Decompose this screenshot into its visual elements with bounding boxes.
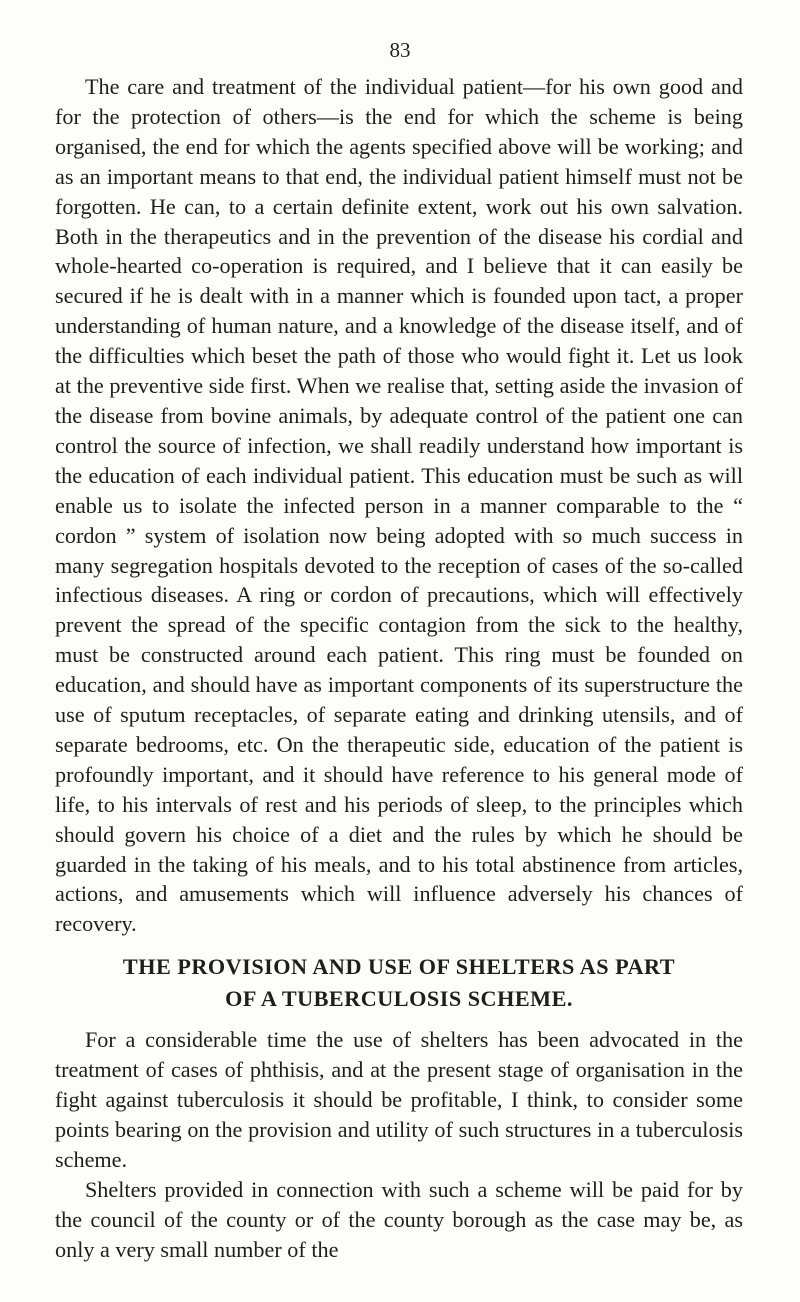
- page-number: 83: [389, 38, 411, 62]
- section-heading: [55, 951, 743, 1015]
- paragraph-shelters-payment: Shelters provided in connection with such a scheme will be paid for by the council of the county or of the county borough as the case may be, as only a very small number of the: [55, 1176, 743, 1262]
- section-heading-line-1: THE PROVISION AND USE OF SHELTERS AS PART: [122, 954, 676, 980]
- body-text: [55, 72, 743, 1265]
- paragraph-shelters-advocated: For a considerable time the use of shelters has been advocated in the treatment of cases of phthisis, and at the present stage of organisation in the fight against tuberculosis it should be profitable, I think, to consider some points bearing on the provision and utility of such structures in a tuberculosis scheme.: [55, 1027, 743, 1172]
- section-heading-line-2: OF A TUBERCULOSIS SCHEME.: [225, 986, 573, 1012]
- paragraph-patient-care: The care and treatment of the individual patient—for his own good and for the protection of others—is the end for which the scheme is being organised, the end for which the agents specified above will be working; and as an important means to that end, the individual patient himself must not be forgotten. He can, to a certain definite extent, work out his own salvation. Both in the therapeutics and in the prevention of the disease his cordial and whole-hearted co-operation is required, and I believe that it can easily be secured if he is dealt with in a manner which is founded upon tact, a proper understanding of human nature, and a knowledge of the disease itself, and of the difficulties which beset the path of those who would fight it. Let us look at the preventive side first. When we realise that, setting aside the invasion of the disease from bovine animals, by adequate control of the patient one can control the source of infection, we shall readily understand how important is the education of each individual patient. This education must be such as will enable us to isolate the infected person in a manner comparable to the “ cordon ” system of isolation now being adopted with so much success in many segregation hospitals devoted to the reception of cases of the so-called infectious diseases. A ring or cordon of precautions, which will effectively prevent the spread of the specific contagion from the sick to the healthy, must be constructed around each patient. This ring must be founded on education, and should have as important components of its superstructure the use of sputum receptacles, of separate eating and drinking utensils, and of separate bedrooms, etc. On the therapeutic side, education of the patient is profoundly important, and it should have reference to his general mode of life, to his intervals of rest and his periods of sleep, to the principles which should govern his choice of a diet and the rules by which he should be guarded in the taking of his meals, and to his total abstinence from articles, actions, and amusements which will influence adversely his chances of recovery.: [55, 74, 743, 937]
